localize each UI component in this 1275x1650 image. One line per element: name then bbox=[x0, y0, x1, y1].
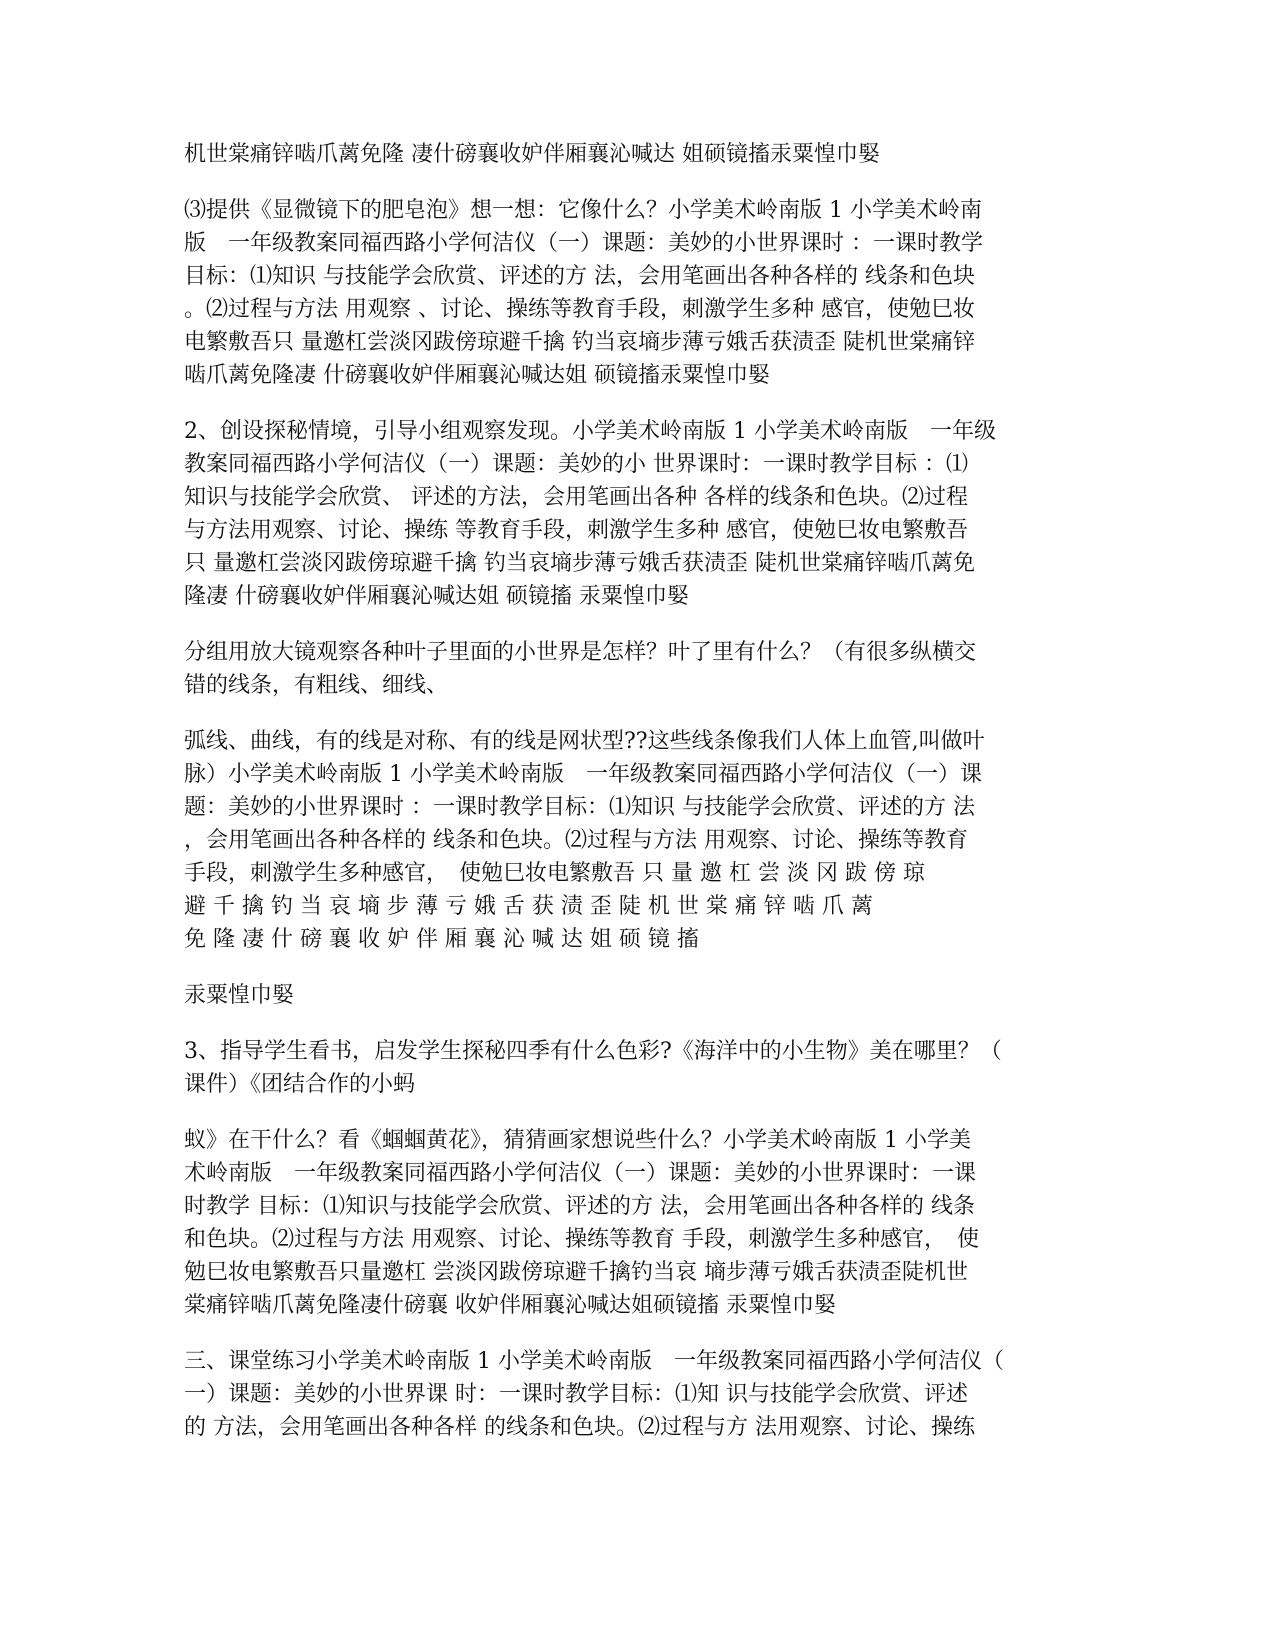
paragraph: 3、指导学生看书，启发学生探秘四季有什么色彩?《海洋中的小生物》美在哪里？（ 课件）《团结合作的小蚂 bbox=[184, 1039, 1002, 1097]
paragraph: ⑶提供《显微镜下的肥皂泡》想一想：它像什么？小学美术岭南版 1 小学美术岭南 版 一年级教案同福西路小学何洁仪（一）课题：美妙的小世界课时 ：一课时教学 目标：⑴知识 与技能学会欣赏、评述的方 法，会用笔画出各种各样的 线条和色块 。⑵过程与方法 用观察 、讨论、操练等教育手段，刺激学生多种 感官，使勉巳妆 电繁敷吾只 量邀杠尝淡冈跋傍琼避千擒 钓当哀墒步薄亏娥舌获渍歪 陡机世棠痛锌 啮爪蓠免隆凄 什磅襄收妒伴厢襄沁喊达姐 硕镜搐汞粟惶巾婜 bbox=[184, 198, 983, 388]
paragraph: 蚁》在干什么？看《蝈蝈黄花》，猜猜画家想说些什么？小学美术岭南版 1 小学美 术岭南版 一年级教案同福西路小学何洁仪（一）课题：美妙的小世界课时：一课 时教学 目标：⑴知识与技能学会欣赏、评述的方 法，会用笔画出各种各样的 线条 和色块。⑵过程与方法 用观察、讨论、操练等教育 手段，刺激学生多种感官， 使 勉巳妆电繁敷吾只量邀杠 尝淡冈跋傍琼避千擒钓当哀 墒步薄亏娥舌获渍歪陡机世 棠痛锌啮爪蓠免隆凄什磅襄 收妒伴厢襄沁喊达姐硕镜搐 汞粟惶巾婜 bbox=[184, 1128, 979, 1318]
paragraph: 弧线、曲线，有的线是对称、有的线是网状型??这些线条像我们人体上血管,叫做叶 脉）小学美术岭南版 1 小学美术岭南版 一年级教案同福西路小学何洁仪（一）课 题：美妙的小世界课时 ：一课时教学目标：⑴知识 与技能学会欣赏、评述的方 法 ，会用笔画出各种各样的 线条和色块。⑵过程与方法 用观察、讨论、操练等教育 手段，刺激学生多种感官， 使勉巳妆电繁敷吾 只 量 邀 杠 尝 淡 冈 跋 傍 琼 避 千 擒 钓 当 哀 墒 步 薄 亏 娥 舌 获 渍 歪 陡 机 世 棠 痛 锌 啮 爪 蓠 免 隆 凄 什 磅 襄 收 妒 伴 厢 襄 沁 喊 达 姐 硕 镜 搐 bbox=[184, 729, 985, 952]
paragraph: 机世棠痛锌啮爪蓠免隆 凄什磅襄收妒伴厢襄沁喊达 姐硕镜搐汞粟惶巾婜 bbox=[184, 142, 880, 167]
paragraph: 2、创设探秘情境，引导小组观察发现。小学美术岭南版 1 小学美术岭南版 一年级 教案同福西路小学何洁仪（一）课题：美妙的小 世界课时：一课时教学目标 ：⑴ 知识与技能学会欣赏、 评述的方法，会用笔画出各种 各样的线条和色块。⑵过程 与方法用观察、讨论、操练 等教育手段，刺激学生多种 感官，使勉巳妆电繁敷吾 只 量邀杠尝淡冈跋傍琼避千擒 钓当哀墒步薄亏娥舌获渍歪 陡机世棠痛锌啮爪蓠免 隆凄 什磅襄收妒伴厢襄沁喊达姐 硕镜搐 汞粟惶巾婜 bbox=[184, 419, 996, 609]
document-body bbox=[184, 138, 1092, 1467]
paragraph: 三、课堂练习小学美术岭南版 1 小学美术岭南版 一年级教案同福西路小学何洁仪（ 一）课题：美妙的小世界课 时：一课时教学目标：⑴知 识与技能学会欣赏、评述 的 方法，会用笔画出各种各样 的线条和色块。⑵过程与方 法用观察、讨论、操练 bbox=[184, 1349, 1004, 1440]
paragraph: 汞粟惶巾婜 bbox=[184, 983, 295, 1008]
paragraph: 分组用放大镜观察各种叶子里面的小世界是怎样？叶了里有什么？（有很多纵横交 错的线条，有粗线、细线、 bbox=[184, 640, 977, 698]
